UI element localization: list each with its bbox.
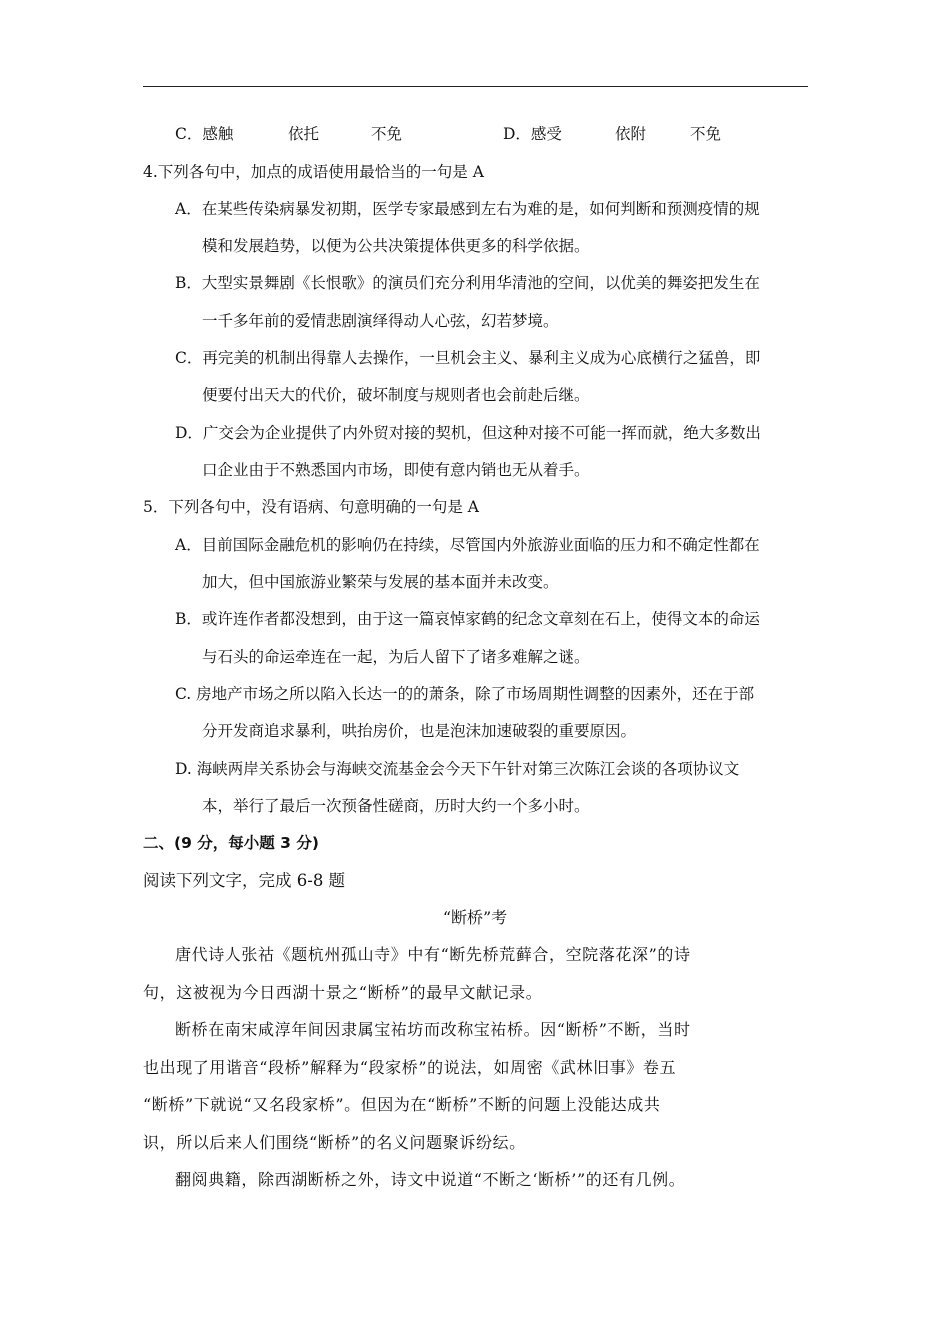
article-p3-line1: 翻阅典籍，除西湖断桥之外，诗文中说道“不断之‘断桥’”的还有几例。 [175,1170,686,1189]
article-p2-line1: 断桥在南宋咸淳年间因隶属宝祐坊而改称宝祐桥。因“断桥”不断，当时 [175,1020,691,1039]
q3-option-d-word3: 不免 [690,125,722,143]
q3-option-c-label: C．感触 [175,125,234,143]
q4-option-a-line2: 模和发展趋势，以便为公共决策提体供更多的科学依据。 [202,237,590,255]
header-rule [143,86,808,87]
q5-option-b-line2: 与石头的命运牵连在一起，为后人留下了诸多难解之谜。 [202,648,590,666]
q5-option-a-line2: 加大，但中国旅游业繁荣与发展的基本面并未改变。 [202,573,559,591]
q3-option-c-word3: 不免 [371,125,403,143]
q3-option-c-word2: 依托 [288,125,320,143]
article-p2-line2: 也出现了用谐音“段桥”解释为“段家桥”的说法，如周密《武林旧事》卷五 [143,1058,677,1077]
section2-heading: 二、(9 分，每小题 3 分) [143,834,319,852]
article-p1-line1: 唐代诗人张祜《题杭州孤山寺》中有“断先桥荒藓合，空院落花深”的诗 [175,945,691,964]
q4-option-b-line1: B．大型实景舞剧《长恨歌》的演员们充分利用华清池的空间，以优美的舞姿把发生在 [175,274,760,292]
q5-option-b-line1: B．或许连作者都没想到，由于这一篇哀悼家鹤的纪念文章刻在石上，使得文本的命运 [175,610,760,628]
q5-stem: 5．下列各句中，没有语病、句意明确的一句是 A [143,498,479,516]
q5-option-c-line2: 分开发商追求暴利，哄抬房价，也是泡沫加速破裂的重要原因。 [202,722,637,740]
q4-option-d-line2: 口企业由于不熟悉国内市场，即使有意内销也无从着手。 [202,461,590,479]
article-p1-line2: 句，这被视为今日西湖十景之“断桥”的最早文献记录。 [143,983,543,1002]
q3-option-d-label: D．感受 [503,125,562,143]
q3-option-d-word2: 依附 [615,125,647,143]
q4-stem: 4.下列各句中，加点的成语使用最恰当的一句是 A [143,163,484,181]
q5-option-d-line2: 本，举行了最后一次预备性磋商，历时大约一个多小时。 [202,797,590,815]
q5-option-a-line1: A．目前国际金融危机的影响仍在持续，尽管国内外旅游业面临的压力和不确定性都在 [175,536,760,554]
article-title: “断桥”考 [442,908,508,927]
q5-option-c-line1: C. 房地产市场之所以陷入长达一的的萧条，除了市场周期性调整的因素外，还在于部 [175,685,755,703]
q4-option-d-line1: D．广交会为企业提供了内外贸对接的契机，但这种对接不可能一挥而就，绝大多数出 [175,424,761,442]
q5-option-d-line1: D. 海峡两岸关系协会与海峡交流基金会今天下午针对第三次陈江会谈的各项协议文 [175,760,740,778]
article-p2-line4: 识，所以后来人们围绕“断桥”的名义问题聚诉纷纭。 [143,1133,526,1152]
article-p2-line3: “断桥”下就说“又名段家桥”。但因为在“断桥”不断的问题上没能达成共 [143,1095,661,1114]
q4-option-c-line2: 便要付出天大的代价，破坏制度与规则者也会前赴后继。 [202,386,590,404]
q4-option-a-line1: A．在某些传染病暴发初期，医学专家最感到左右为难的是，如何判断和预测疫情的规 [175,200,760,218]
q4-option-c-line1: C．再完美的机制出得靠人去操作，一旦机会主义、暴利主义成为心底横行之猛兽，即 [175,349,761,367]
q4-option-b-line2: 一千多年前的爱情悲剧演绎得动人心弦，幻若梦境。 [202,312,559,330]
section2-instruction: 阅读下列文字，完成 6-8 题 [143,871,346,890]
